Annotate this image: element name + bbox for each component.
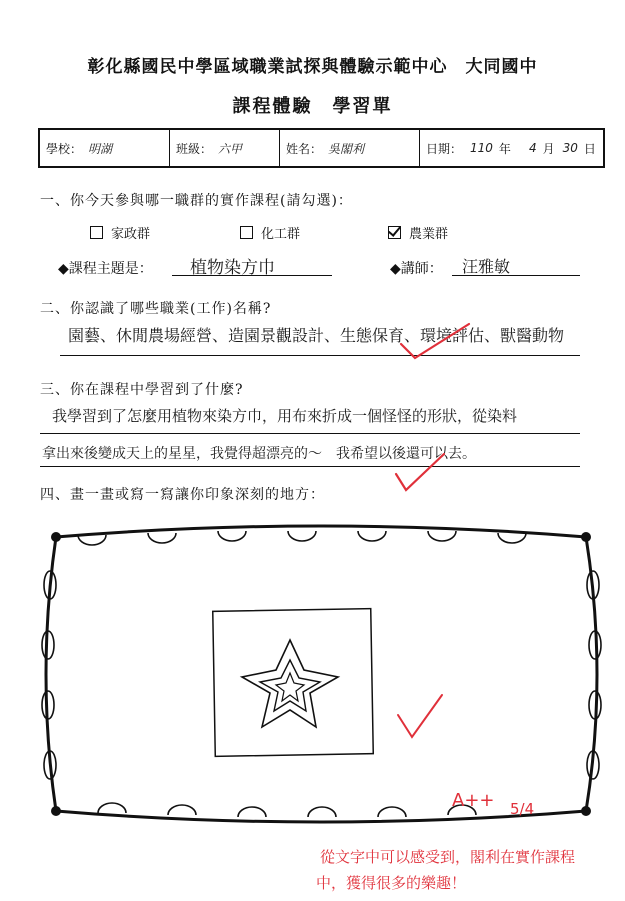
school-value: 明湖 [88,141,113,156]
option-label: 化工群 [261,227,301,242]
teacher-comment-line1: 從文字中可以感受到，閣利在實作課程 [320,848,576,866]
option-chemical[interactable] [240,223,300,242]
checkbox-agriculture[interactable] [388,226,401,239]
date-day-unit: 日 [583,141,596,156]
school-cell [40,130,170,166]
checkbox-chemical[interactable] [240,226,253,239]
option-agriculture[interactable] [388,223,448,242]
q3-answer-line1: 我學習到了怎麼用植物來染方巾，用布來折成一個怪怪的形狀，從染料 [52,407,518,425]
q4-question: 四、畫一畫或寫一寫讓你印象深刻的地方： [40,487,325,503]
name-label: 姓名： [286,141,323,156]
grade-mark: A++ [452,790,495,811]
option-home-economics[interactable] [90,223,150,242]
name-cell [280,130,420,166]
teacher-value: 汪雅敏 [462,257,511,276]
check-mark-icon [395,318,475,363]
date-year: 110 [470,141,493,155]
q1-question: 一、你今天參與哪一職群的實作課程(請勾選)： [40,193,353,209]
teacher-comment-line2: 中，獲得很多的樂趣！ [316,874,467,892]
name-value: 吳閣利 [328,141,365,156]
topic-value: 植物染方巾 [190,258,275,278]
class-value: 六甲 [218,141,243,156]
class-label: 班級： [176,141,213,156]
checkbox-home-economics[interactable] [90,226,103,239]
date-month-unit: 月 [542,141,555,156]
date-label: 日期： [426,141,463,156]
teacher-label: ◆講師： [390,261,443,277]
class-cell [170,130,280,166]
topic-underline [172,275,332,276]
q2-question: 二、你認識了哪些職業(工作)名稱? [40,301,272,317]
date-month: 4 [528,141,537,155]
date-year-unit: 年 [498,141,511,156]
topic-label: ◆課程主題是： [58,261,153,277]
q3-question: 三、你在課程中學習到了什麼? [40,382,244,398]
option-label: 農業群 [409,227,449,242]
drawing-area [38,515,605,837]
school-label: 學校： [46,141,83,156]
option-label: 家政群 [111,227,151,242]
q2-answer: 園藝、休閒農場經營、造園景觀設計、生態保育、環境評估、獸醫動物 [68,326,565,345]
form-subtitle: 課程體驗 學習單 [232,96,393,117]
date-day: 30 [562,141,578,155]
date-cell [420,130,603,166]
q3-underline-2 [40,466,580,467]
teacher-underline [452,275,580,276]
form-title: 彰化縣國民中學區域職業試探與體驗示範中心 大同國中 [87,57,538,77]
info-table [38,128,605,168]
q2-underline [60,355,580,356]
q3-answer-line2: 拿出來後變成天上的星星，我覺得超漂亮的～ 我希望以後還可以去。 [42,446,476,462]
grading-date: 5/4 [510,800,535,818]
check-mark-icon [390,450,450,495]
q3-underline-1 [40,433,580,434]
